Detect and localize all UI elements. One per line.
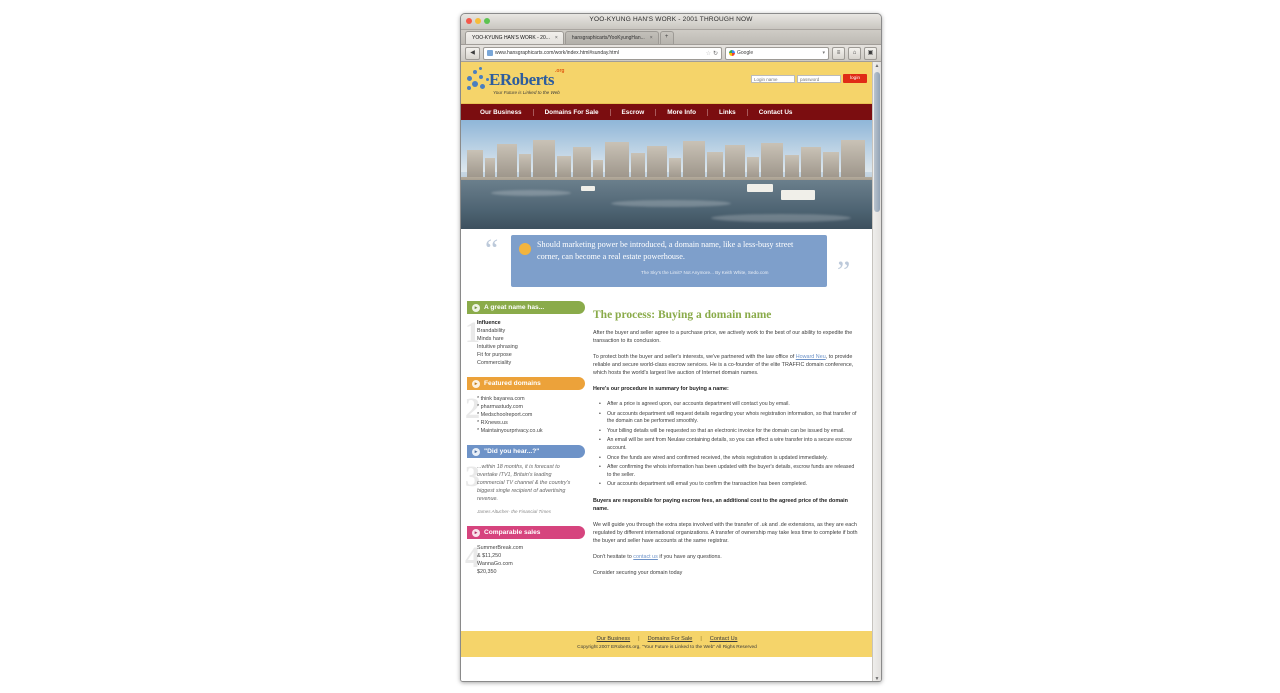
- list-item: Brandability: [477, 328, 506, 334]
- panel-number-3: 3: [465, 460, 480, 493]
- procedure-heading: Here's our procedure in summary for buying a name:: [593, 386, 729, 392]
- footer-link-contact-us[interactable]: Contact Us: [709, 636, 738, 642]
- escrow-fees-note: Buyers are responsible for paying escrow fees, an additional cost to the agreed price of the domain name.: [593, 497, 848, 512]
- login-button[interactable]: login: [843, 74, 867, 83]
- logo-tagline: Your Future is Linked to the Web: [493, 90, 560, 95]
- window-title: YOO-KYUNG HAN'S WORK - 2001 THROUGH NOW: [589, 16, 753, 23]
- list-item: • An email will be sent from Neulaw containing details, so you can effect a wire transfer into a secure escrow account.: [603, 437, 859, 452]
- site-footer: [461, 631, 873, 657]
- list-item: • Your billing details will be requested so that an electronic invoice for the domain can be issued by email.: [603, 428, 859, 436]
- list-item: $20,350: [477, 569, 497, 575]
- page-favicon-icon: [487, 50, 493, 56]
- sidebar-panel-featured-domains-header[interactable]: [467, 377, 585, 390]
- footer-copyright: Copyright 2007 ERoberts.org, "Your Future is Linked to the Web" All Righs Reserved: [577, 645, 757, 650]
- list-item: & $11,250: [477, 553, 502, 559]
- footer-link-domains-for-sale[interactable]: Domains For Sale: [647, 636, 693, 642]
- bookmarks-icon[interactable]: ≡: [832, 47, 845, 60]
- hero-water: [461, 180, 873, 229]
- tab-1[interactable]: [565, 31, 659, 44]
- hero-image: [461, 120, 873, 229]
- did-you-hear-attribution: James Altucher- the Financial Times: [477, 509, 551, 514]
- panel-number-2: 2: [465, 392, 480, 425]
- scroll-up-icon[interactable]: ▲: [874, 63, 880, 69]
- sidebar-panel-did-you-hear-body: [467, 458, 585, 520]
- sidebar-panel-did-you-hear: [467, 445, 585, 520]
- page-content: [461, 301, 873, 631]
- page-viewport: [461, 62, 881, 682]
- tab-strip[interactable]: [461, 30, 881, 45]
- sidebar-panel-featured-domains-body: [467, 390, 585, 439]
- contact-text-after: if you have any questions.: [657, 553, 722, 560]
- site-navbar[interactable]: [461, 104, 873, 120]
- new-tab-button[interactable]: +: [660, 31, 674, 44]
- tab-0-label: YOO-KYUNG HAN'S WORK - 20...: [472, 35, 550, 41]
- nav-item-escrow[interactable]: Escrow: [611, 109, 657, 116]
- panel-number-4: 4: [465, 541, 480, 574]
- sidebar-panel-did-you-hear-header[interactable]: [467, 445, 585, 458]
- list-item: • After a price is agreed upon, our accounts department will contact you by email.: [603, 401, 859, 409]
- reload-icon[interactable]: ↻: [712, 50, 718, 57]
- nav-item-links[interactable]: Links: [708, 109, 748, 116]
- footer-separator: |: [700, 636, 702, 642]
- scroll-down-icon[interactable]: ▼: [874, 676, 880, 682]
- list-item: • Once the funds are wired and confirmed received, the whois registration is updated immediately.: [603, 455, 859, 463]
- tab-1-label: hansgraphicarts/YooKyungHan...: [571, 35, 645, 41]
- main-article: [585, 301, 873, 631]
- footer-links[interactable]: [461, 636, 873, 642]
- nav-item-contact-us[interactable]: Contact Us: [758, 108, 793, 116]
- list-item: • After confirming the whois information has been updated with the buyer's details, escrow funds are released to the seller.: [603, 464, 859, 479]
- site-header: [461, 62, 873, 104]
- search-engine-label: Google: [737, 50, 754, 56]
- list-item: • Our accounts department will request details regarding your whois registration information, so that transfer of the domain can be performed smoothly.: [603, 411, 859, 426]
- sidebar-panel-featured-domains-title: Featured domains: [484, 380, 541, 387]
- browser-toolbar[interactable]: [461, 45, 881, 62]
- play-icon: ▸: [472, 304, 480, 312]
- tab-0-close-icon[interactable]: ×: [554, 35, 558, 41]
- password-input[interactable]: password: [797, 75, 841, 83]
- page-title: The process: Buying a domain name: [593, 309, 772, 321]
- web-page: [461, 62, 873, 682]
- chevron-down-icon[interactable]: ▾: [822, 50, 825, 56]
- list-item: Minds hare: [477, 336, 504, 342]
- address-bar[interactable]: [483, 47, 722, 60]
- list-item[interactable]: * RXnews.us: [477, 420, 508, 426]
- sidebar-panel-great-name: [467, 301, 585, 371]
- search-bar[interactable]: [725, 47, 829, 60]
- hero-quote: [461, 229, 873, 301]
- sidebar-panel-did-you-hear-title: "Did you hear...?": [484, 448, 540, 455]
- page-scrollbar[interactable]: [872, 62, 881, 682]
- play-icon: ▸: [472, 448, 480, 456]
- tab-0[interactable]: [465, 31, 564, 44]
- list-item: SummerBreak.com: [477, 545, 524, 551]
- contact-us-link[interactable]: contact us: [633, 553, 658, 560]
- browser-window: [460, 13, 882, 682]
- list-item: • Our accounts department will email you to confirm the transaction has been completed.: [603, 481, 859, 489]
- sidebar: [461, 301, 585, 631]
- list-item: Fit for purpose: [477, 352, 512, 358]
- sidebar-panel-featured-domains: [467, 377, 585, 439]
- quote-open-mark: “: [485, 233, 499, 266]
- quote-band: [511, 235, 827, 287]
- site-logo[interactable]: [465, 64, 610, 102]
- home-icon[interactable]: ⌂: [848, 47, 861, 60]
- list-item[interactable]: * think bayarea.com: [477, 396, 525, 402]
- sidebar-panel-comparable-sales-title: Comparable sales: [484, 529, 541, 536]
- bookmark-star-icon[interactable]: ☆: [705, 50, 711, 57]
- list-item: Influence: [477, 320, 501, 326]
- sidebar-panel-great-name-title: A great name has...: [484, 304, 545, 311]
- escrow-text-before: To protect both the buyer and seller's interests, we've partnered with the law office of: [593, 354, 796, 360]
- quote-bullet-icon: [519, 243, 531, 255]
- footer-separator: |: [638, 636, 640, 642]
- contact-text-before: Don't hesitate to: [593, 553, 634, 560]
- quote-close-mark: ”: [837, 255, 851, 288]
- sidebar-panel-comparable-sales-header[interactable]: [467, 526, 585, 539]
- extensions-paragraph: We will guide you through the extra steps involved with the transfer of .uk and .de extensions, as they are each regulated by different international organizations. A transfer of ownership may take less time to complete if both the buyer and seller have accounts at the same registrar.: [593, 521, 858, 544]
- list-item[interactable]: * Medschoolreport.com: [477, 412, 533, 418]
- window-titlebar[interactable]: [461, 14, 881, 30]
- url-text[interactable]: www.hansgraphicarts.com/work/index.html#sunday.html: [495, 50, 619, 56]
- logo-org-suffix: .org: [555, 68, 565, 74]
- sidebar-panel-comparable-sales-body: [467, 539, 585, 580]
- back-button[interactable]: ◀: [465, 47, 480, 60]
- site-root: [461, 62, 873, 657]
- procedure-list: [593, 401, 859, 489]
- list-item: Intuitive phrasing: [477, 344, 518, 350]
- scrollbar-thumb[interactable]: [874, 72, 880, 212]
- sidebar-panel-great-name-header[interactable]: [467, 301, 585, 314]
- logo-text: ERoberts: [489, 70, 554, 89]
- list-item[interactable]: * Maintainyourprivacy.co.uk: [477, 428, 543, 434]
- play-icon: ▸: [472, 380, 480, 388]
- closing-line: Consider securing your domain today: [593, 569, 683, 576]
- escrow-paragraph: [593, 353, 859, 377]
- play-icon: ▸: [472, 529, 480, 537]
- howard-neu-link[interactable]: Howard Neu: [795, 354, 826, 360]
- login-form[interactable]: [751, 74, 867, 83]
- nav-item-more-info[interactable]: More Info: [656, 109, 708, 116]
- login-name-input[interactable]: Login name: [751, 75, 795, 83]
- list-item: WannaGo.com: [477, 561, 513, 567]
- google-icon: [729, 50, 735, 56]
- list-item[interactable]: * pharmastudy.com: [477, 404, 524, 410]
- view-toggle-icon[interactable]: ▣: [864, 47, 877, 60]
- sidebar-panel-great-name-body: [467, 314, 585, 371]
- nav-item-our-business[interactable]: Our Business: [469, 109, 534, 116]
- tab-1-close-icon[interactable]: ×: [649, 35, 653, 41]
- nav-item-domains-for-sale[interactable]: Domains For Sale: [534, 109, 611, 116]
- quote-attribution: The Sky's the Limit? Not Anymore... By Keith White, Sedo.com: [641, 270, 769, 275]
- sidebar-panel-comparable-sales: [467, 526, 585, 580]
- list-item: Commerciality: [477, 360, 512, 366]
- hero-skyline: [461, 138, 873, 180]
- quote-text: Should marketing power be introduced, a domain name, like a less-busy street corner, can become a real estate powerhouse.: [537, 240, 794, 261]
- panel-number-1: 1: [465, 316, 480, 349]
- footer-link-our-business[interactable]: Our Business: [596, 636, 631, 642]
- did-you-hear-text: ...within 18 months, it is forecast to overtake ITV1, Britain's leading commercial TV channel & the country's biggest single recipient of advertising revenue.: [477, 464, 571, 502]
- escrow-text-after: , to provide reliable and secure world-class escrow services. He is a co-founder of the elite TRAFFIC domain conference, which hosts the world's largest live auction of Internet domain names.: [593, 354, 854, 376]
- contact-paragraph: [593, 553, 859, 561]
- intro-paragraph: After the buyer and seller agree to a purchase price, we actively work to the best of our ability to expedite the transaction to its conclusion.: [593, 330, 853, 344]
